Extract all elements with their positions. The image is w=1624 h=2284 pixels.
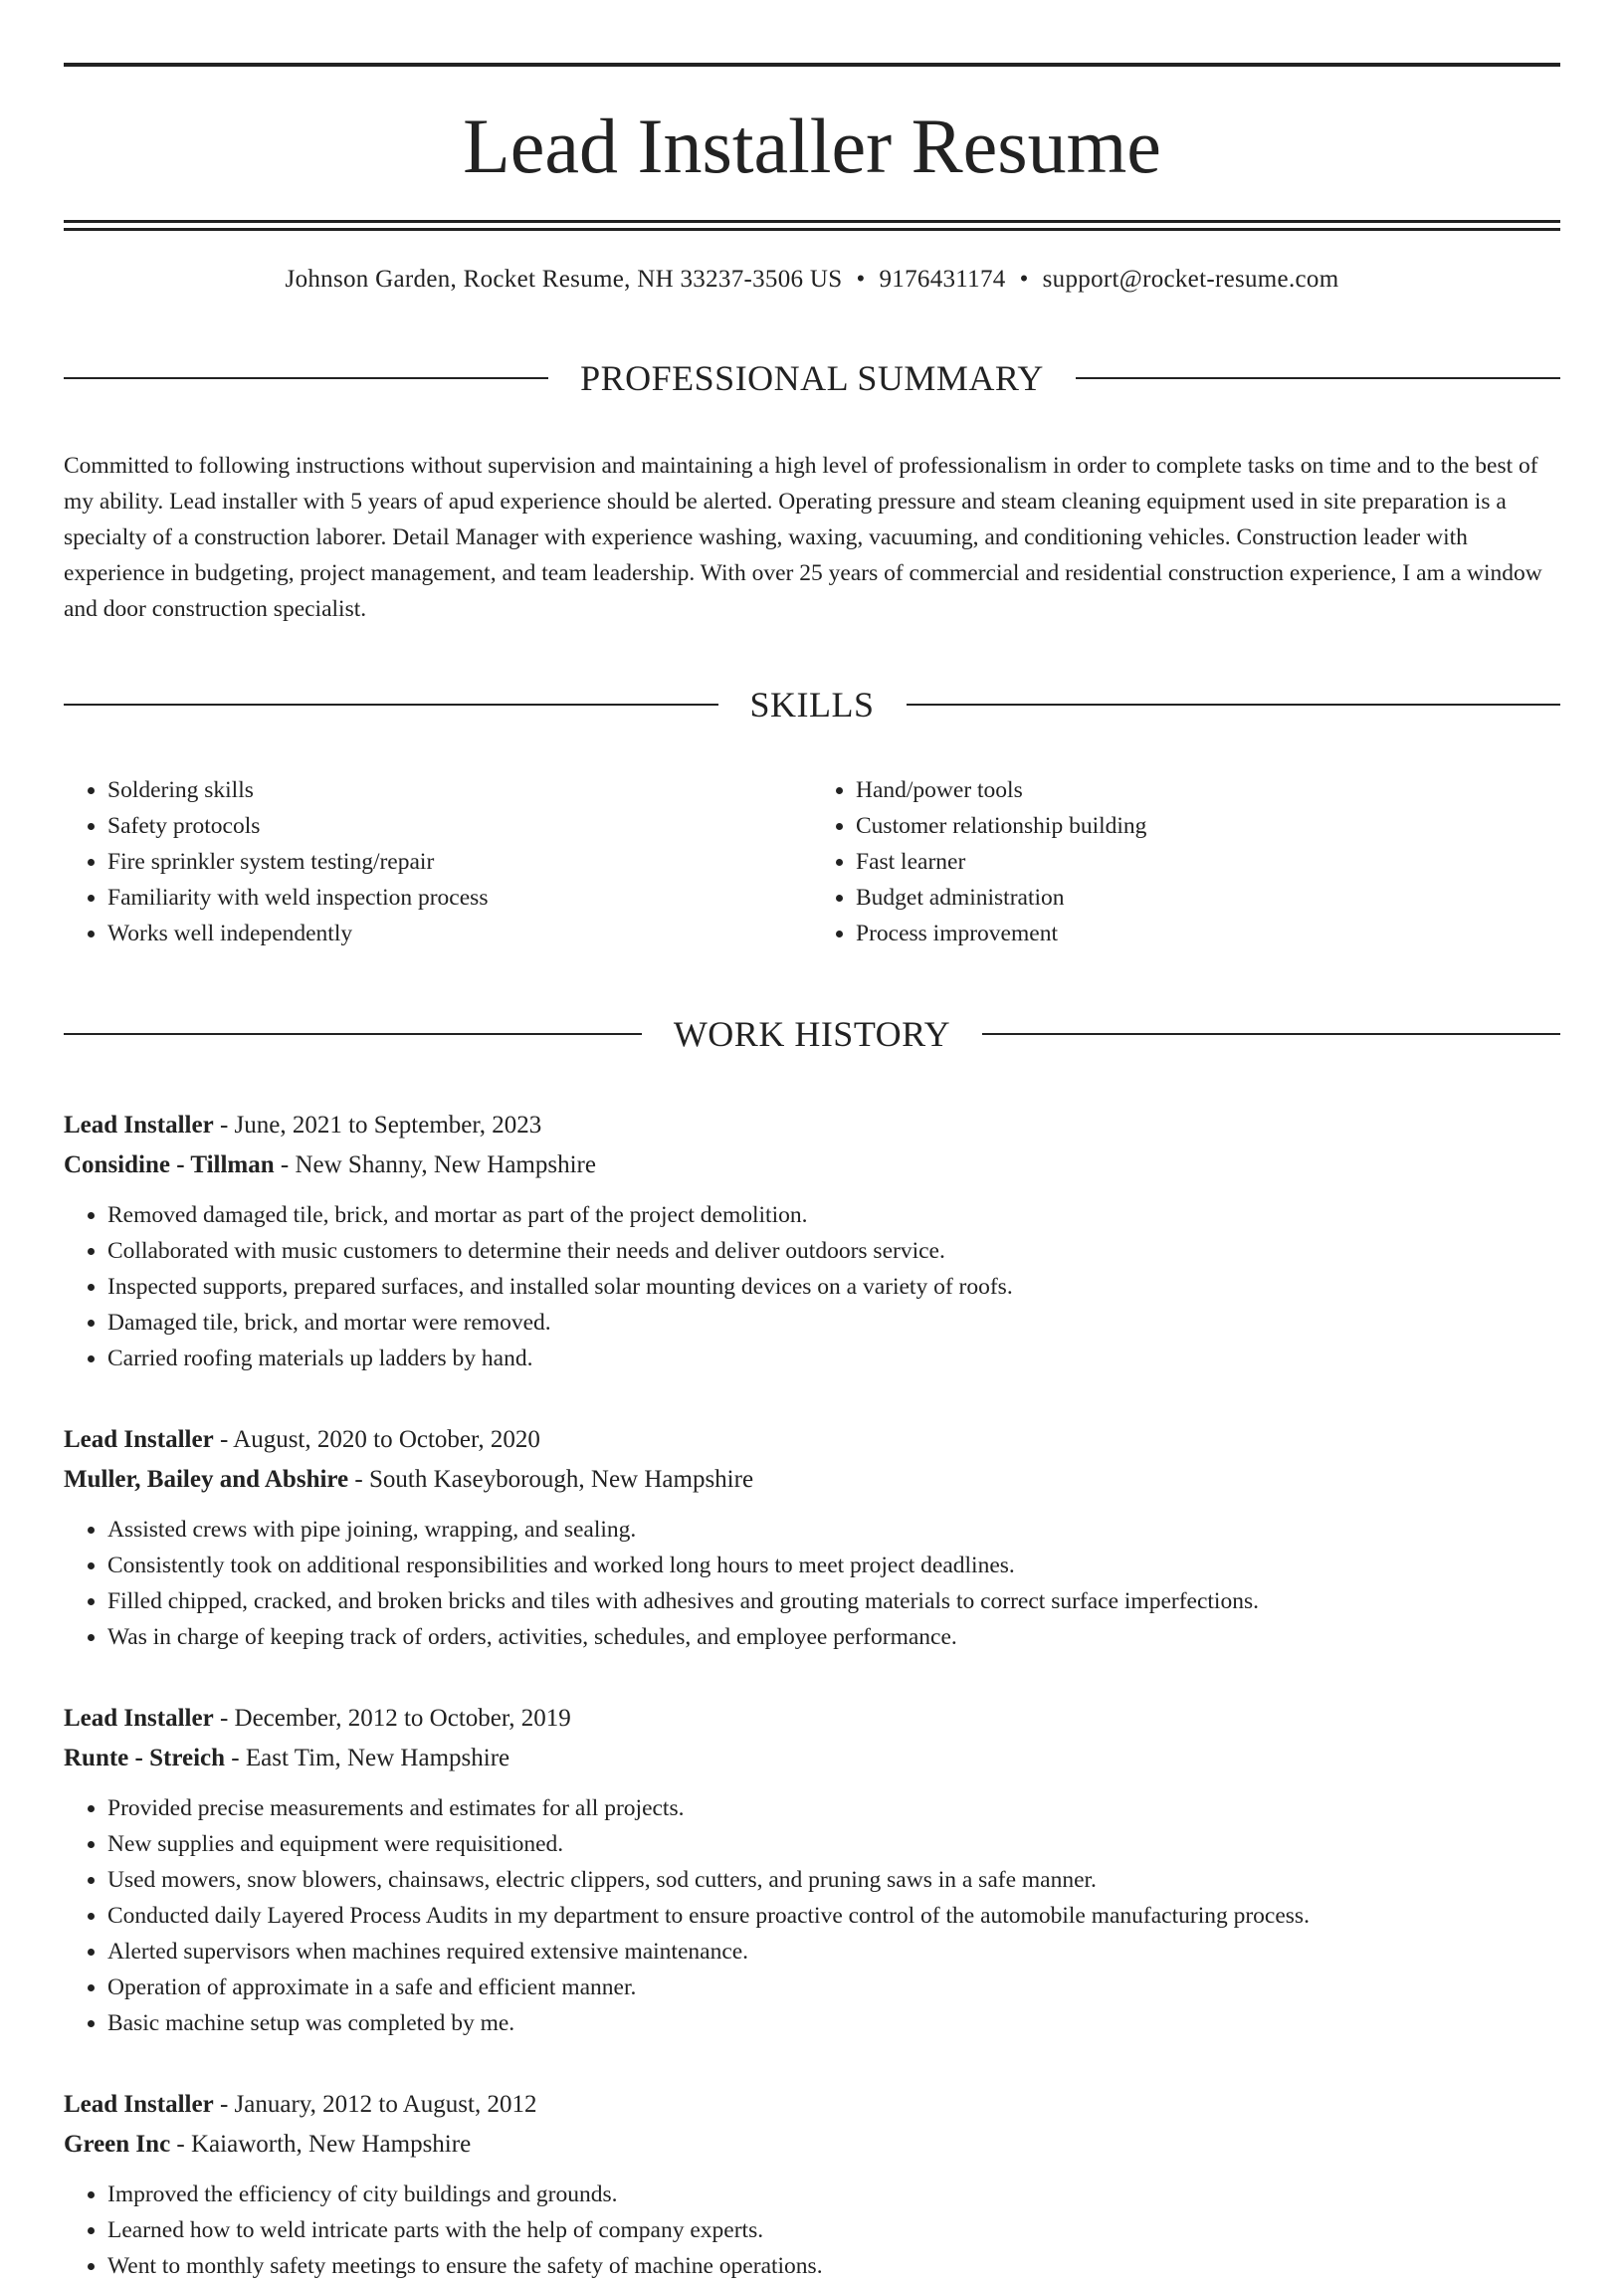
job-duty: • Filled chipped, cracked, and broken bricks and tiles with adhesives and grouting materials to correct surface imperfections. — [107, 1583, 1560, 1619]
job-title: Lead Installer — [64, 1705, 214, 1733]
job-title: Lead Installer — [64, 2091, 214, 2119]
job-duty: • Consistently took on additional responsibilities and worked long hours to meet project deadlines. — [107, 1548, 1560, 1583]
job-company: Considine - Tillman — [64, 1151, 275, 1179]
job-title-line — [64, 2085, 1560, 2125]
summary-section-heading — [64, 326, 1560, 430]
heading-rule-left — [64, 377, 548, 379]
heading-rule-left — [64, 704, 718, 706]
header-top-rule — [64, 63, 1560, 67]
job-duty: • Assisted crews with pipe joining, wrapping, and sealing. — [107, 1512, 1560, 1548]
skill-item: • Works well independently — [107, 916, 812, 951]
skill-item: • Hand/power tools — [856, 772, 1560, 808]
job-title-line — [64, 1420, 1560, 1460]
job-company-line — [64, 1145, 1560, 1185]
job-entry — [64, 1106, 1560, 1376]
job-duties — [64, 1197, 1560, 1376]
contact-line — [64, 263, 1560, 297]
job-title-line — [64, 1106, 1560, 1145]
job-dates: - December, 2012 to October, 2019 — [213, 1705, 571, 1733]
job-company-line — [64, 1460, 1560, 1500]
job-company: Runte - Streich — [64, 1745, 226, 1772]
job-location: - New Shanny, New Hampshire — [274, 1151, 596, 1179]
summary-text: Committed to following instructions without supervision and maintaining a high level of professionalism in order to complete tasks on time and to the best of my ability. Lead installer with 5 years of apud experience should be alerted. Operating pressure and steam cleaning equipment used in site preparation is a specialty of a construction laborer. Detail Manager with experience washing, waxing, vacuuming, and conditioning vehicles. Construction leader with experience in budgeting, project management, and team leadership. With over 25 years of commercial and residential construction experience, I am a window and door construction specialist. — [64, 452, 1542, 622]
job-duty: • Inspected supports, prepared surfaces, and installed solar mounting devices on a variety of roofs. — [107, 1269, 1560, 1305]
job-company: Green Inc — [64, 2131, 171, 2159]
heading-rule-right — [982, 1033, 1560, 1035]
job-duties — [64, 1512, 1560, 1655]
skill-item: • Safety protocols — [107, 808, 812, 844]
job-title: Lead Installer — [64, 1112, 214, 1140]
resume-title: Lead Installer Resume — [463, 103, 1161, 189]
skill-item: • Process improvement — [856, 916, 1560, 951]
job-dates: - January, 2012 to August, 2012 — [213, 2091, 537, 2119]
job-duty: • Removed damaged tile, brick, and mortar as part of the project demolition. — [107, 1197, 1560, 1233]
skills-heading: SKILLS — [749, 684, 875, 725]
job-location: - South Kaseyborough, New Hampshire — [348, 1466, 754, 1494]
job-location: - East Tim, New Hampshire — [225, 1745, 510, 1772]
job-duty: • Provided precise measurements and estimates for all projects. — [107, 1790, 1560, 1826]
contact-email: support@rocket-resume.com — [1042, 266, 1339, 293]
job-duty: • New supplies and equipment were requisitioned. — [107, 1826, 1560, 1862]
job-company-line — [64, 1739, 1560, 1778]
job-company: Muller, Bailey and Abshire — [64, 1466, 349, 1494]
job-duty: • Damaged tile, brick, and mortar were removed. — [107, 1305, 1560, 1341]
job-duty: • Collaborated with music customers to determine their needs and deliver outdoors service. — [107, 1233, 1560, 1269]
job-duty: • Alerted supervisors when machines required extensive maintenance. — [107, 1934, 1560, 1970]
contact-phone: 9176431174 — [879, 266, 1006, 293]
job-duty: • Improved the efficiency of city buildings and grounds. — [107, 2177, 1560, 2212]
job-duty: • Operation of approximate in a safe and efficient manner. — [107, 1970, 1560, 2005]
heading-rule-right — [1076, 377, 1560, 379]
job-entry — [64, 1699, 1560, 2041]
skill-item: • Fast learner — [856, 844, 1560, 880]
contact-separator: • — [856, 266, 866, 293]
work-section-heading — [64, 983, 1560, 1087]
skill-item: • Familiarity with weld inspection process — [107, 880, 812, 916]
job-title-line — [64, 1699, 1560, 1739]
skills-column-left — [64, 772, 812, 951]
skill-item: • Budget administration — [856, 880, 1560, 916]
job-duty: • Used mowers, snow blowers, chainsaws, electric clippers, sod cutters, and pruning saws in a safe manner. — [107, 1862, 1560, 1898]
job-dates: - June, 2021 to September, 2023 — [213, 1112, 542, 1140]
job-company-line — [64, 2125, 1560, 2165]
job-duty: • Went to monthly safety meetings to ensure the safety of machine operations. — [107, 2248, 1560, 2284]
job-entry — [64, 1420, 1560, 1655]
job-duty: • Basic machine setup was completed by me. — [107, 2005, 1560, 2041]
job-duty: • Was in charge of keeping track of orders, activities, schedules, and employee performance. — [107, 1619, 1560, 1655]
header-double-rule — [64, 220, 1560, 231]
skills-list — [64, 772, 1560, 951]
job-duties — [64, 2177, 1560, 2284]
job-entry — [64, 2085, 1560, 2284]
job-location: - Kaiaworth, New Hampshire — [170, 2131, 472, 2159]
heading-rule-right — [907, 704, 1561, 706]
job-duties — [64, 1790, 1560, 2041]
summary-heading: PROFESSIONAL SUMMARY — [580, 357, 1044, 398]
skill-item: • Customer relationship building — [856, 808, 1560, 844]
skills-section-heading — [64, 653, 1560, 756]
contact-address: Johnson Garden, Rocket Resume, NH 33237-3506 US — [285, 266, 843, 293]
job-title: Lead Installer — [64, 1426, 214, 1454]
skills-column-right — [812, 772, 1560, 951]
work-heading: WORK HISTORY — [673, 1014, 951, 1055]
job-duty: • Carried roofing materials up ladders by hand. — [107, 1341, 1560, 1376]
resume-page — [0, 63, 1624, 2280]
job-duty: • Conducted daily Layered Process Audits in my department to ensure proactive control of the automobile manufacturing process. — [107, 1898, 1560, 1934]
heading-rule-left — [64, 1033, 642, 1035]
job-dates: - August, 2020 to October, 2020 — [213, 1426, 540, 1454]
contact-separator: • — [1019, 266, 1029, 293]
skill-item: • Fire sprinkler system testing/repair — [107, 844, 812, 880]
skill-item: • Soldering skills — [107, 772, 812, 808]
job-duty: • Learned how to weld intricate parts with the help of company experts. — [107, 2212, 1560, 2248]
